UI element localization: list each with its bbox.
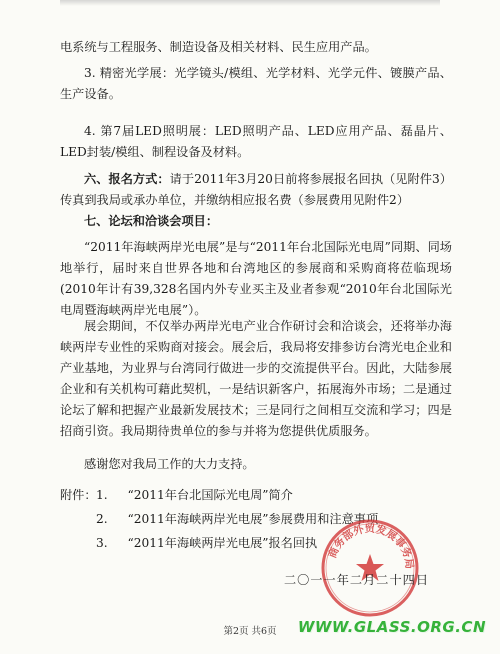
- attachment-number: 2.: [96, 512, 108, 526]
- scan-top-shadow: [60, 0, 440, 6]
- section6-registration: [60, 169, 452, 211]
- seal-text: 商务部外贸发展事务局: [326, 522, 416, 570]
- attachment-item: [96, 533, 317, 553]
- forum-paragraph: “2011年海峡两岸光电展”是与“2011年台北国际光电周”同期、同场地举行，届时来自世界各地和台湾地区的参展商和采购商将莅临现场(2010年计有39,328名国内外专业买主及业者参观“2010年台北国际光电周暨海峡两岸光电展”）。: [60, 240, 452, 317]
- page-number: 第2页 共6页: [223, 626, 277, 637]
- section6-heading: 六、报名方式：: [84, 172, 170, 186]
- site-watermark: WWW.GLASS.ORG.CN: [297, 618, 486, 636]
- attachment-title: “2011年海峡两岸光电展”报名回执: [127, 536, 318, 550]
- section6-body: 请于2011年3月20日前将参展报名回执（见附件3）传真到我局或承办单位，并缴纳相应报名费（参展费用见附件2）: [60, 172, 452, 207]
- item2-continuation: 电系统与工程服务、制造设备及相关材料、民生应用产品。: [60, 40, 377, 54]
- document-date: 二〇一一年二月二十四日: [284, 573, 430, 587]
- official-seal: [318, 516, 422, 620]
- attachments-label: 附件：: [60, 488, 97, 502]
- section7-heading: 七、论坛和洽谈会项目：: [84, 214, 219, 228]
- exhibition-paragraph: 展会期间，不仅举办两岸光电产业合作研讨会和洽谈会，还将举办海峡两岸专业性的采购商对接会。展会后，我局将安排参访台湾光电企业和产业基地，为业界与台湾同行做进一步的交流提供平台。因此，大陆参展企业和有关机构可藉此契机，一是结识新客户，拓展海外市场；二是通过论坛了解和把握产业最新发展技术；三是同行之间相互交流和学习；四是招商引资。我局期待贵单位的参与并将为您提供优质服务。: [60, 319, 452, 438]
- attachment-number: 3.: [96, 536, 108, 550]
- item4-led-lighting: 4. 第7届LED照明展：LED照明产品、LED应用产品、磊晶片、LED封装/模组、制程设备及材料。: [60, 124, 452, 159]
- attachment-title: “2011年台北国际光电周”简介: [127, 488, 293, 502]
- item3-precision-optics: 3. 精密光学展：光学镜头/模组、光学材料、光学元件、镀膜产品、生产设备。: [60, 66, 452, 101]
- attachment-number: 1.: [96, 488, 108, 502]
- attachment-item: [96, 485, 293, 505]
- attachment-title: “2011年海峡两岸光电展”参展费用和注意事项: [127, 512, 379, 526]
- thanks-line: 感谢您对我局工作的大力支持。: [84, 457, 255, 471]
